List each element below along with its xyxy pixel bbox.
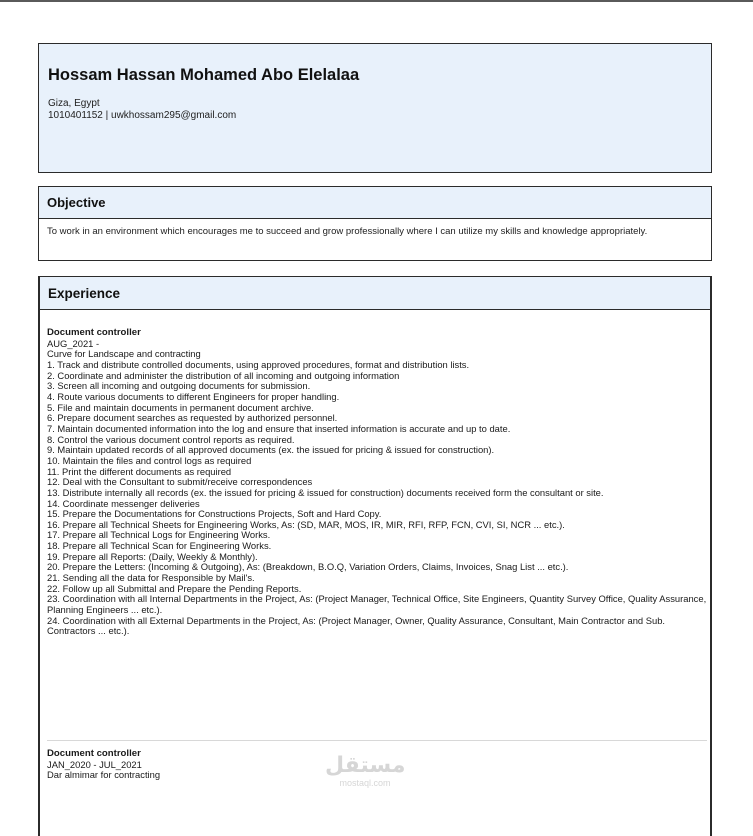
job-duties [47, 360, 707, 637]
candidate-contact: 1010401152 | uwkhossam295@gmail.com [48, 110, 237, 121]
duty-item: 6. Prepare document searches as requested by authorized personnel. [47, 412, 338, 424]
duty-item: 19. Prepare all Reports: (Daily, Weekly & Monthly). [47, 550, 258, 562]
duty-item: 9. Maintain updated records of all approved documents (ex. the issued for pricing & issued for construction). [47, 444, 495, 456]
duty-item: 21. Sending all the data for Responsible by Mail's. [47, 572, 255, 584]
objective-section [38, 186, 712, 261]
job-company: Dar almimar for contracting [47, 769, 161, 781]
duty-item: 7. Maintain documented information into the log and ensure that inserted information is accurate and up to date. [47, 422, 511, 434]
duty-item: 2. Coordinate and administer the distribution of all incoming and outgoing information [47, 369, 400, 381]
duty-item: 11. Print the different documents as required [47, 465, 232, 477]
duty-item: 8. Control the various document control reports as required. [47, 433, 295, 445]
duty-item: 22. Follow up all Submittal and Prepare the Pending Reports. [47, 582, 302, 594]
duty-item: 24. Coordination with all External Departments in the Project, As: (Project Manager, Owner, Quality Assurance, Consultant, Main Contractor and Sub. Contractors ... etc.). [47, 614, 666, 637]
duty-item: 13. Distribute internally all records (ex. the issued for pricing & issued for construction) documents received form the consultant or site. [47, 486, 604, 498]
objective-text: To work in an environment which encourages me to succeed and grow professionally where I can utilize my skills and knowledge appropriately. [47, 226, 648, 237]
watermark-arabic: مستقل [325, 753, 406, 778]
duty-item: 12. Deal with the Consultant to submit/receive correspondences [47, 476, 313, 488]
candidate-location: Giza, Egypt [48, 98, 100, 109]
duty-item: 4. Route various documents to different Engineers for proper handling. [47, 390, 340, 402]
job-dates: AUG_2021 - [47, 337, 100, 349]
duty-item: 1. Track and distribute controlled documents, using approved procedures, format and distribution lists. [47, 358, 470, 370]
job-role: Document controller [47, 327, 141, 338]
duty-item: 14. Coordinate messenger deliveries [47, 497, 200, 509]
job-company: Curve for Landscape and contracting [47, 348, 201, 360]
candidate-name: Hossam Hassan Mohamed Abo Elelalaa [48, 66, 360, 84]
duty-item: 10. Maintain the files and control logs as required [47, 454, 252, 466]
job-role: Document controller [47, 748, 141, 759]
objective-title: Objective [39, 187, 711, 219]
experience-title: Experience [40, 277, 710, 310]
duty-item: 15. Prepare the Documentations for Constructions Projects, Soft and Hard Copy. [47, 508, 382, 520]
duty-item: 5. File and maintain documents in permanent document archive. [47, 401, 314, 413]
job-entry [47, 328, 707, 637]
duty-item: 3. Screen all incoming and outgoing documents for submission. [47, 380, 311, 392]
experience-section [38, 276, 712, 836]
duty-item: 16. Prepare all Technical Sheets for Engineering Works, As: (SD, MAR, MOS, IR, MIR, RFI, RFP, FCN, CVI, SI, NCR ... etc.). [47, 518, 565, 530]
top-border [0, 0, 753, 2]
job-divider [47, 740, 707, 741]
duty-item: 17. Prepare all Technical Logs for Engineering Works. [47, 529, 271, 541]
watermark-latin: mostaql.com [339, 778, 391, 788]
job-dates: JAN_2020 - JUL_2021 [47, 758, 142, 770]
resume-header [38, 43, 712, 173]
duty-item: 18. Prepare all Technical Scan for Engineering Works. [47, 540, 272, 552]
duty-item: 23. Coordination with all Internal Departments in the Project, As: (Project Manager, Technical Office, Site Engineers, Quantity Survey Office, Quality Assurance, Planning Engineers ... etc.). [47, 593, 707, 616]
mostaql-watermark [325, 754, 405, 788]
duty-item: 20. Prepare the Letters: (Incoming & Outgoing), As: (Breakdown, B.O.Q, Variation Orders, Claims, Invoices, Snag List ... etc.). [47, 561, 569, 573]
